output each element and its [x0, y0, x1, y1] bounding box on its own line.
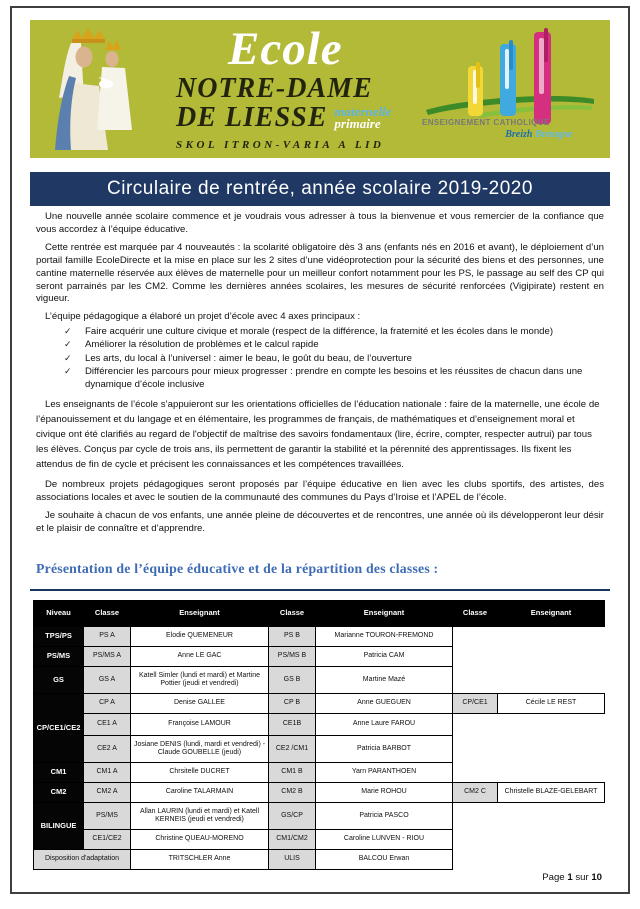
list-item: [64, 365, 604, 391]
cell-disposition: Disposition d'adaptation: [34, 850, 131, 870]
cell-enseignant: Patricia CAM: [316, 647, 453, 667]
cell-enseignant: Josiane DENIS (lundi, mardi et vendredi) - Claude GOUBELLE (jeudi): [131, 736, 269, 763]
paragraph-wishes: Je souhaite à chacun de vos enfants, une année pleine de découvertes et de rencontres, une année où ils développeront leur désir et le plaisir de connaître et d’apprendre.: [36, 510, 604, 534]
logo-org-name: ENSEIGNEMENT CATHOLIQUE: [422, 118, 550, 127]
cell-enseignant: Caroline TALARMAIN: [131, 783, 269, 803]
cell-empty: [453, 850, 605, 870]
cell-empty: [453, 803, 605, 830]
cell-classe: PS/MS B: [269, 647, 316, 667]
cell-enseignant: BALCOU Erwan: [316, 850, 453, 870]
cell-niveau: TPS/PS: [34, 627, 84, 647]
table-row: [34, 803, 605, 830]
page-footer: [542, 872, 602, 883]
check-icon: ✓: [64, 352, 72, 363]
cell-classe: CM1 A: [84, 763, 131, 783]
list-item: [64, 352, 604, 365]
cell-enseignant: Katell Simler (lundi et mardi) et Martine Pottier (jeudi et vendredi): [131, 667, 269, 694]
col-header-enseignant: Enseignant: [131, 601, 269, 627]
project-axes-list: [36, 325, 604, 391]
cell-classe: CE1 A: [84, 714, 131, 736]
label-primaire: primaire: [334, 116, 381, 131]
school-breton-name: SKOL ITRON-VARIA A LID: [176, 139, 385, 151]
axis-text: Les arts, du local à l’universel : aimer le beau, le goût du beau, de l’ouverture: [85, 352, 412, 364]
cell-classe: CE2 /CM1: [269, 736, 316, 763]
cell-classe: CM1 B: [269, 763, 316, 783]
cell-empty: [453, 763, 605, 783]
section-divider: [30, 589, 610, 591]
table-row: [34, 736, 605, 763]
cell-enseignant: Anne LE GAC: [131, 647, 269, 667]
section-heading: Présentation de l’équipe éducative et de la répartition des classes :: [36, 561, 439, 576]
logo-region-name: [476, 129, 602, 140]
footer-page-word: Page: [542, 872, 568, 883]
footer-page-total: 10: [591, 872, 602, 883]
cell-classe: PS A: [84, 627, 131, 647]
cell-niveau: CP/CE1/CE2: [34, 694, 84, 763]
classes-table: [33, 600, 605, 870]
axis-text: Faire acquérir une culture civique et morale (respect de la différence, la fraternité et les écoles dans le monde): [85, 326, 554, 338]
cell-classe: PS/MS: [84, 803, 131, 830]
cell-empty: [453, 736, 605, 763]
table-row: [34, 783, 605, 803]
axis-text: Différencier les parcours pour mieux progresser : prendre en compte les besoins et les réussites de chacun dans une dynamique d’école inclusive: [85, 365, 583, 391]
col-header-classe: Classe: [269, 601, 316, 627]
cell-enseignant: Marianne TOURON-FREMOND: [316, 627, 453, 647]
col-header-classe: Classe: [84, 601, 131, 627]
cell-classe: GS/CP: [269, 803, 316, 830]
letter-body: [36, 211, 604, 541]
paragraph-welcome: Une nouvelle année scolaire commence et je voudrais vous adresser à tous la bienvenue et vous remercier de la confiance que vous accordez à l’équipe éducative.: [36, 211, 604, 235]
paragraph-novelties: Cette rentrée est marquée par 4 nouveautés : la scolarité obligatoire dès 3 ans (enfants nés en 2016 et avant), le déploiement d’un portail famille EcoleDirecte et la mise en place sur les 2 sites d’une vidéoprotection pour la sécurité des biens et des personnes, une cantine maternelle réservée aux élèves de maternelle pour un meilleur confort notamment pour les PS, le passage au self des CP qui seront parrainés par les CM2. Comme les dernières années scolaires, les mesures de sécurité renforcées (Vigipirate) restent en vigueur.: [36, 241, 604, 305]
circular-title-bar: [30, 172, 610, 206]
footer-separator: sur: [572, 872, 592, 883]
cell-classe: CP/CE1: [453, 694, 498, 714]
cell-classe: ULIS: [269, 850, 316, 870]
cell-empty: [453, 830, 605, 850]
cell-classe: CE1B: [269, 714, 316, 736]
cell-enseignant: Cécile LE REST: [498, 694, 605, 714]
logo-breizh: Breizh: [505, 129, 533, 140]
table-row: [34, 627, 605, 647]
cell-enseignant: Patricia BARBOT: [316, 736, 453, 763]
col-header-classe: Classe: [453, 601, 498, 627]
cell-classe: PS/MS A: [84, 647, 131, 667]
list-item: [64, 325, 604, 338]
label-maternelle: maternelle: [334, 104, 392, 119]
table-row: [34, 763, 605, 783]
table-row: [34, 694, 605, 714]
check-icon: ✓: [64, 339, 72, 350]
cell-enseignant: Patricia PASCO: [316, 803, 453, 830]
cell-niveau: GS: [34, 667, 84, 694]
check-icon: ✓: [64, 326, 72, 337]
logo-bretagne: Bretagne: [534, 129, 573, 140]
check-icon: ✓: [64, 365, 72, 376]
cell-niveau: CM2: [34, 783, 84, 803]
list-item: [64, 338, 604, 351]
school-levels: [334, 106, 391, 130]
footer-page-number: 1: [567, 872, 573, 883]
cell-enseignant: Chrsitelle DUCRET: [131, 763, 269, 783]
table-row: [34, 647, 605, 667]
cell-classe: CM1/CM2: [269, 830, 316, 850]
table-row: [34, 850, 605, 870]
cell-classe: CM2 B: [269, 783, 316, 803]
school-name-ecole: Ecole: [228, 23, 343, 75]
cell-empty: [453, 667, 605, 694]
paragraph-projects: De nombreux projets pédagogiques seront proposés par l’équipe éducative en lien avec les clubs sportifs, des artistes, des associations locales et avec le soutien de la communauté des communes du Pays d’Iroise et l’APEL de l’école.: [36, 479, 604, 504]
cell-enseignant: Martine Mazé: [316, 667, 453, 694]
cell-niveau: PS/MS: [34, 647, 84, 667]
col-header-niveau: Niveau: [34, 601, 84, 627]
cell-classe: CP B: [269, 694, 316, 714]
cell-classe: GS B: [269, 667, 316, 694]
paragraph-programs: Les enseignants de l’école s’appuieront sur les orientations officielles de l’éducation nationale : faire de la maternelle, une école de l’épanouissement et du langage et en élémentaire, les programmes de français, de mathématiques et d’enseignement moral et civique ont été clarifiés au regard de l'objectif de maîtrise des savoirs fondamentaux (lire, écrire, compter, respecter autrui) par tous les élèves. Conçus par cycle de trois ans, ils permettent de garantir la stabilité et la pérennité des apprentissages. Ils fixent les attendus de fin de cycle et précisent les connaissances et les compétences travaillées.: [36, 399, 600, 471]
cell-enseignant: Allan LAURIN (lundi et mardi) et Katell KERNEIS (jeudi et vendredi): [131, 803, 269, 830]
cell-enseignant: Elodie QUEMENEUR: [131, 627, 269, 647]
cell-classe: CM2 C: [453, 783, 498, 803]
cell-classe: GS A: [84, 667, 131, 694]
table-header-row: [34, 601, 605, 627]
cell-enseignant: TRITSCHLER Anne: [131, 850, 269, 870]
cell-niveau: BILINGUE: [34, 803, 84, 850]
cell-enseignant: Christine QUEAU-MORENO: [131, 830, 269, 850]
cell-classe: CM2 A: [84, 783, 131, 803]
table-row: [34, 830, 605, 850]
enseignement-catholique-logo: [416, 26, 602, 152]
cell-enseignant: Yarn PARANTHOEN: [316, 763, 453, 783]
table-row: [34, 714, 605, 736]
cell-empty: [453, 714, 605, 736]
cell-enseignant: Anne GUEGUEN: [316, 694, 453, 714]
paragraph-project-intro: L’équipe pédagogique a élaboré un projet d’école avec 4 axes principaux :: [45, 311, 361, 323]
cell-classe: CE1/CE2: [84, 830, 131, 850]
table-row: [34, 667, 605, 694]
axis-text: Améliorer la résolution de problèmes et le calcul rapide: [85, 339, 319, 351]
cell-niveau: CM1: [34, 763, 84, 783]
col-header-enseignant: Enseignant: [316, 601, 453, 627]
cell-classe: CE2 A: [84, 736, 131, 763]
col-header-enseignant: Enseignant: [498, 601, 605, 627]
cell-enseignant: Anne Laure FAROU: [316, 714, 453, 736]
school-title: [176, 24, 436, 151]
cell-classe: CP A: [84, 694, 131, 714]
cell-enseignant: Caroline LUNVEN - RIOU: [316, 830, 453, 850]
cell-enseignant: Marie ROHOU: [316, 783, 453, 803]
cell-classe: PS B: [269, 627, 316, 647]
circular-title: Circulaire de rentrée, année scolaire 2019-2020: [107, 178, 533, 199]
cell-enseignant: Christelle BLAZE-GELEBART: [498, 783, 605, 803]
cell-enseignant: Denise GALLEE: [131, 694, 269, 714]
cell-empty: [453, 647, 605, 667]
madonna-statue-image: [44, 26, 148, 154]
school-name-de-liesse: DE LIESSE: [176, 102, 328, 133]
cell-enseignant: Françoise LAMOUR: [131, 714, 269, 736]
cell-empty: [453, 627, 605, 647]
school-name-notre-dame: NOTRE-DAME: [176, 73, 373, 104]
school-header-banner: [30, 20, 610, 158]
